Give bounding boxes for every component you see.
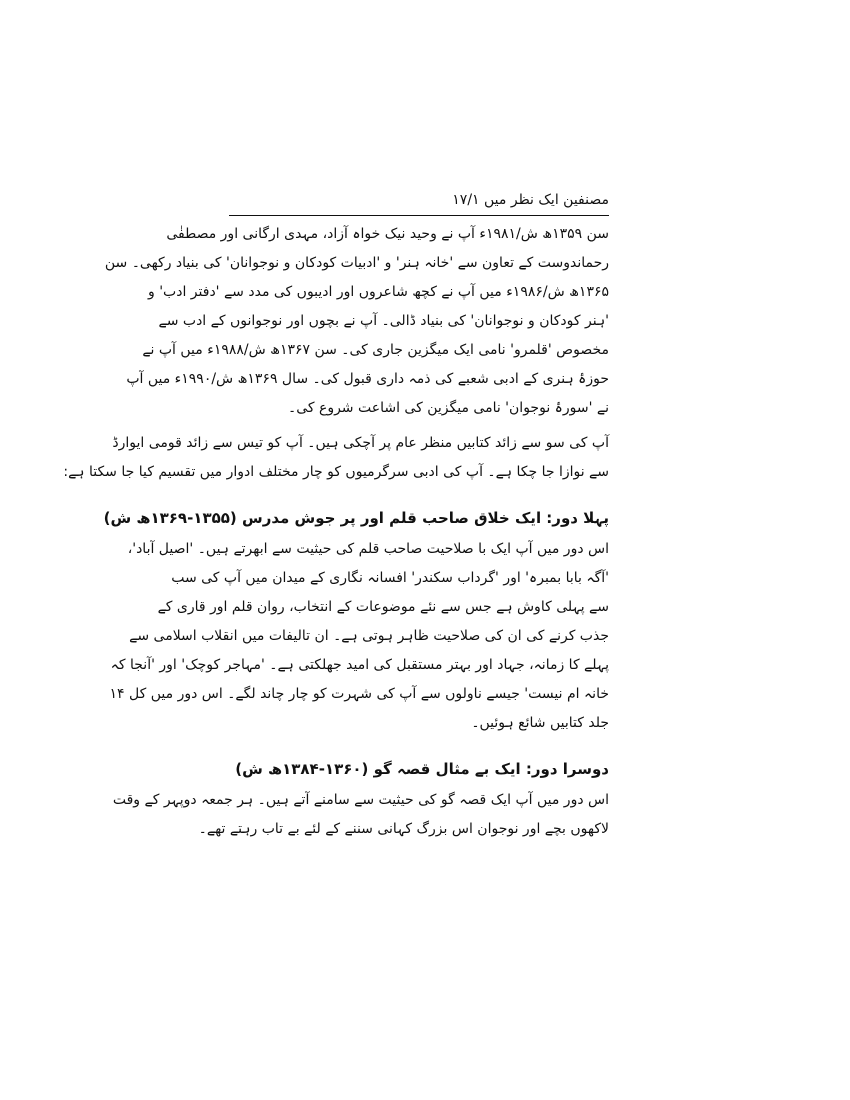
text-line: 'ہنر کودکان و نوجوانان' کی بنیاد ڈالی۔ آپ نے بچوں اور نوجوانوں کے ادب سے xyxy=(158,313,609,329)
header-divider xyxy=(229,215,609,216)
text-line: اس دور میں آپ ایک با صلاحیت صاحب قلم کی حیثیت سے ابھرتے ہیں۔ 'اصیل آباد'، xyxy=(127,541,609,557)
paragraph xyxy=(104,220,609,423)
section-heading: پہلا دور: ایک خلاق صاحب قلم اور پر جوش مدرس (۱۳۵۵-۱۳۶۹ھ ش) xyxy=(103,509,609,527)
text-line: آپ کی سو سے زائد کتابیں منظر عام پر آچکی ہیں۔ آپ کو تیس سے زائد قومی ایوارڈ xyxy=(112,435,609,451)
text-line: سن ۱۳۵۹ھ ش/۱۹۸۱ء آپ نے وحید نیک خواہ آزاد، مہدی ارگانی اور مصطفٰی xyxy=(166,226,609,242)
section-gap xyxy=(229,487,609,501)
section-gap xyxy=(229,738,609,752)
section-first-period xyxy=(103,501,609,738)
text-line: ۱۳۶۵ھ ش/۱۹۸۶ء میں آپ نے کچھ شاعروں اور ادیبوں کی مدد سے 'دفتر ادب' و xyxy=(147,284,609,300)
text-line: نے 'سورۂ نوجوان' نامی میگزین کی اشاعت شروع کی۔ xyxy=(287,400,609,416)
text-line: اس دور میں آپ ایک قصہ گو کی حیثیت سے سامنے آتے ہیں۔ ہر جمعہ دوپہر کے وقت xyxy=(112,792,609,808)
text-line: لاکھوں بچے اور نوجوان اس بزرگ کہانی سننے کے لئے بے تاب رہتے تھے۔ xyxy=(198,821,609,837)
text-line: سے نوازا جا چکا ہے۔ آپ کی ادبی سرگرمیوں کو چار مختلف ادوار میں تقسیم کیا جا سکتا ہے: xyxy=(63,464,609,480)
paragraph xyxy=(63,429,609,487)
text-line: خانہ ام نیست' جیسے ناولوں سے آپ کی شہرت کو چار چاند لگے۔ اس دور میں کل ۱۴ xyxy=(109,686,609,702)
text-line: رحماندوست کے تعاون سے 'خانہ ہنر' و 'ادبیات کودکان و نوجوانان' کی بنیاد رکھی۔ سن xyxy=(104,255,609,271)
text-line: جذب کرنے کی ان کی صلاحیت ظاہر ہوتی ہے۔ ان تالیفات میں انقلاب اسلامی سے xyxy=(129,628,609,644)
text-line: حوزۂ ہنری کے ادبی شعبے کی ذمہ داری قبول کی۔ سال ۱۳۶۹ھ ش/۱۹۹۰ء میں آپ xyxy=(126,371,609,387)
section-second-period xyxy=(112,752,609,844)
text-line: پہلے کا زمانہ، جہاد اور بہتر مستقبل کی امید جھلکتی ہے۔ 'مہاجر کوچک' اور 'آنجا کہ xyxy=(110,657,609,673)
text-line: مخصوص 'قلمرو' نامی ایک میگزین جاری کی۔ سن ۱۳۶۷ھ ش/۱۹۸۸ء میں آپ نے xyxy=(142,342,609,358)
section-heading: دوسرا دور: ایک بے مثال قصہ گو (۱۳۶۰-۱۳۸۴ھ ش) xyxy=(235,760,609,778)
text-line: سے پہلی کاوش ہے جس سے نئے موضوعات کے انتخاب، روان قلم اور قاری کے xyxy=(157,599,609,615)
running-header: مصنفین ایک نظر میں ۱۷/۱ xyxy=(452,192,609,208)
text-line: جلد کتابیں شائع ہوئیں۔ xyxy=(471,715,609,731)
text-line: 'آگہ بابا بمبرہ' اور 'گرداب سکندر' افسانہ نگاری کے میدان میں آپ کی سب xyxy=(171,570,609,586)
document-body xyxy=(63,220,609,844)
